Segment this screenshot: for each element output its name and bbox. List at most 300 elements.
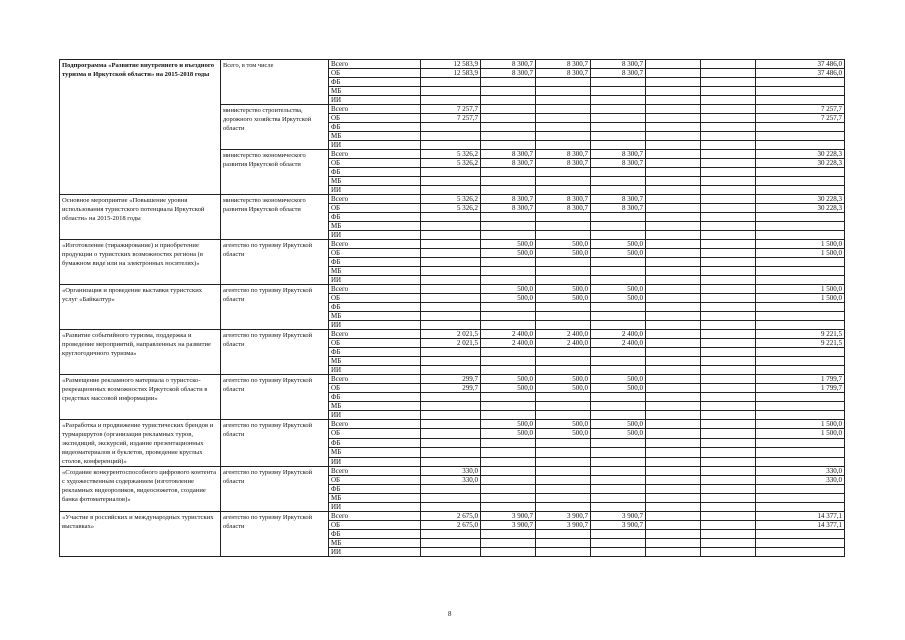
executor-cell: Всего, в том числе — [221, 60, 329, 105]
year-value-cell: 500,0 — [481, 429, 536, 438]
year-value-cell — [701, 420, 756, 429]
year-value-cell — [591, 222, 646, 231]
year-value-cell: 2 400,0 — [481, 330, 536, 339]
year-value-cell — [701, 530, 756, 539]
year-value-cell — [536, 539, 591, 548]
budget-table — [59, 59, 845, 557]
funding-source-cell: ОБ — [329, 294, 421, 303]
year-value-cell — [591, 438, 646, 447]
year-value-cell: 8 300,7 — [536, 204, 591, 213]
year-value-cell — [646, 222, 701, 231]
funding-source-cell: Всего — [329, 420, 421, 429]
year-value-cell — [421, 539, 481, 548]
year-value-cell — [421, 78, 481, 87]
year-value-cell — [591, 503, 646, 512]
year-value-cell: 8 300,7 — [536, 159, 591, 168]
year-value-cell — [591, 321, 646, 330]
year-value-cell — [591, 105, 646, 114]
year-value-cell — [421, 132, 481, 141]
year-value-cell — [701, 105, 756, 114]
total-value-cell — [756, 222, 845, 231]
table-row — [60, 330, 845, 339]
year-value-cell — [421, 222, 481, 231]
year-value-cell — [646, 485, 701, 494]
year-value-cell — [591, 467, 646, 476]
year-value-cell — [591, 539, 646, 548]
total-value-cell: 1 500,0 — [756, 420, 845, 429]
table-row — [60, 285, 845, 294]
year-value-cell — [701, 168, 756, 177]
year-value-cell — [421, 276, 481, 285]
total-value-cell — [756, 177, 845, 186]
total-value-cell: 9 221,5 — [756, 330, 845, 339]
funding-source-cell: ОБ — [329, 384, 421, 393]
year-value-cell — [701, 114, 756, 123]
year-value-cell — [701, 476, 756, 485]
year-value-cell — [421, 321, 481, 330]
year-value-cell — [646, 521, 701, 530]
year-value-cell: 2 675,0 — [421, 512, 481, 521]
year-value-cell — [421, 177, 481, 186]
total-value-cell — [756, 321, 845, 330]
year-value-cell — [701, 366, 756, 375]
year-value-cell — [646, 87, 701, 96]
executor-cell: агентство по туризму Иркутской области — [221, 512, 329, 557]
year-value-cell: 330,0 — [421, 476, 481, 485]
year-value-cell — [591, 96, 646, 105]
year-value-cell — [646, 285, 701, 294]
year-value-cell: 8 300,7 — [591, 195, 646, 204]
funding-source-cell: ИИ — [329, 503, 421, 512]
year-value-cell — [591, 258, 646, 267]
year-value-cell: 3 900,7 — [591, 521, 646, 530]
year-value-cell: 5 326,2 — [421, 159, 481, 168]
year-value-cell — [646, 249, 701, 258]
year-value-cell — [481, 530, 536, 539]
year-value-cell — [646, 548, 701, 557]
year-value-cell — [646, 258, 701, 267]
year-value-cell — [421, 348, 481, 357]
year-value-cell — [646, 330, 701, 339]
year-value-cell — [481, 105, 536, 114]
year-value-cell — [421, 258, 481, 267]
total-value-cell: 30 228,3 — [756, 195, 845, 204]
year-value-cell — [701, 321, 756, 330]
measure-name-cell: «Создание конкурентоспособного цифрового контента с художественным содержанием (изготовление рекламных видеороликов, видеосюжетов, создание банка фотоматериалов)» — [60, 467, 221, 512]
total-value-cell: 37 486,0 — [756, 69, 845, 78]
year-value-cell — [421, 366, 481, 375]
year-value-cell — [536, 357, 591, 366]
year-value-cell — [701, 429, 756, 438]
year-value-cell — [646, 60, 701, 69]
year-value-cell — [646, 123, 701, 132]
year-value-cell — [481, 78, 536, 87]
total-value-cell — [756, 168, 845, 177]
year-value-cell — [481, 96, 536, 105]
year-value-cell — [646, 132, 701, 141]
year-value-cell — [536, 411, 591, 420]
year-value-cell — [591, 476, 646, 485]
year-value-cell — [536, 213, 591, 222]
year-value-cell — [536, 78, 591, 87]
year-value-cell: 500,0 — [591, 285, 646, 294]
total-value-cell — [756, 123, 845, 132]
table-row — [60, 375, 845, 384]
year-value-cell — [646, 69, 701, 78]
year-value-cell — [591, 393, 646, 402]
year-value-cell — [536, 177, 591, 186]
year-value-cell — [646, 411, 701, 420]
year-value-cell: 8 300,7 — [481, 150, 536, 159]
funding-source-cell: ФБ — [329, 78, 421, 87]
year-value-cell — [591, 78, 646, 87]
year-value-cell — [646, 402, 701, 411]
year-value-cell: 500,0 — [591, 240, 646, 249]
total-value-cell: 1 500,0 — [756, 249, 845, 258]
year-value-cell — [536, 168, 591, 177]
year-value-cell — [421, 357, 481, 366]
total-value-cell: 7 257,7 — [756, 114, 845, 123]
year-value-cell — [481, 303, 536, 312]
funding-source-cell: ФБ — [329, 123, 421, 132]
year-value-cell — [701, 303, 756, 312]
page-number: 8 — [448, 610, 452, 618]
year-value-cell — [646, 375, 701, 384]
year-value-cell — [421, 267, 481, 276]
year-value-cell — [421, 213, 481, 222]
funding-source-cell: ФБ — [329, 168, 421, 177]
year-value-cell: 12 583,9 — [421, 69, 481, 78]
year-value-cell — [421, 285, 481, 294]
year-value-cell — [646, 105, 701, 114]
year-value-cell — [701, 512, 756, 521]
year-value-cell: 3 900,7 — [481, 521, 536, 530]
year-value-cell — [591, 177, 646, 186]
year-value-cell — [536, 222, 591, 231]
year-value-cell — [646, 240, 701, 249]
year-value-cell — [701, 69, 756, 78]
year-value-cell — [646, 267, 701, 276]
year-value-cell — [646, 213, 701, 222]
year-value-cell: 500,0 — [481, 294, 536, 303]
year-value-cell — [646, 96, 701, 105]
year-value-cell — [591, 141, 646, 150]
year-value-cell — [421, 123, 481, 132]
total-value-cell — [756, 357, 845, 366]
year-value-cell — [421, 438, 481, 447]
year-value-cell — [536, 114, 591, 123]
year-value-cell — [481, 213, 536, 222]
year-value-cell — [646, 294, 701, 303]
year-value-cell — [701, 177, 756, 186]
year-value-cell: 8 300,7 — [591, 159, 646, 168]
funding-source-cell: ОБ — [329, 339, 421, 348]
year-value-cell — [591, 548, 646, 557]
year-value-cell — [591, 402, 646, 411]
funding-source-cell: Всего — [329, 195, 421, 204]
funding-source-cell: МБ — [329, 494, 421, 503]
year-value-cell — [421, 420, 481, 429]
year-value-cell — [421, 231, 481, 240]
year-value-cell — [646, 141, 701, 150]
year-value-cell — [701, 548, 756, 557]
year-value-cell — [591, 213, 646, 222]
year-value-cell — [536, 123, 591, 132]
funding-source-cell: ИИ — [329, 276, 421, 285]
year-value-cell — [421, 168, 481, 177]
year-value-cell — [536, 105, 591, 114]
total-value-cell — [756, 402, 845, 411]
year-value-cell — [481, 448, 536, 457]
total-value-cell — [756, 258, 845, 267]
year-value-cell — [646, 231, 701, 240]
year-value-cell: 8 300,7 — [591, 204, 646, 213]
year-value-cell — [646, 530, 701, 539]
year-value-cell — [646, 384, 701, 393]
year-value-cell — [646, 366, 701, 375]
year-value-cell: 5 326,2 — [421, 204, 481, 213]
year-value-cell — [646, 168, 701, 177]
year-value-cell — [536, 530, 591, 539]
year-value-cell — [421, 485, 481, 494]
table-row — [60, 420, 845, 429]
year-value-cell — [701, 150, 756, 159]
measure-name-cell: Подпрограмма «Развитие внутреннего и въездного туризма в Иркутской области» на 2015-2018 годы — [60, 60, 221, 195]
total-value-cell: 14 377,1 — [756, 512, 845, 521]
year-value-cell — [646, 195, 701, 204]
total-value-cell — [756, 141, 845, 150]
year-value-cell — [536, 485, 591, 494]
year-value-cell — [646, 467, 701, 476]
year-value-cell — [481, 503, 536, 512]
year-value-cell — [591, 357, 646, 366]
year-value-cell — [701, 195, 756, 204]
year-value-cell — [536, 258, 591, 267]
year-value-cell — [591, 303, 646, 312]
year-value-cell: 500,0 — [591, 249, 646, 258]
year-value-cell — [421, 303, 481, 312]
total-value-cell — [756, 366, 845, 375]
year-value-cell — [591, 411, 646, 420]
year-value-cell: 500,0 — [591, 375, 646, 384]
year-value-cell — [481, 132, 536, 141]
total-value-cell: 1 500,0 — [756, 285, 845, 294]
year-value-cell: 8 300,7 — [536, 150, 591, 159]
year-value-cell — [701, 231, 756, 240]
funding-source-cell: Всего — [329, 467, 421, 476]
year-value-cell — [421, 457, 481, 466]
year-value-cell — [481, 186, 536, 195]
year-value-cell — [646, 503, 701, 512]
year-value-cell — [701, 448, 756, 457]
year-value-cell — [701, 123, 756, 132]
funding-source-cell: МБ — [329, 87, 421, 96]
year-value-cell — [701, 240, 756, 249]
year-value-cell — [701, 521, 756, 530]
year-value-cell — [536, 132, 591, 141]
funding-source-cell: ИИ — [329, 186, 421, 195]
total-value-cell: 1 500,0 — [756, 240, 845, 249]
year-value-cell: 299,7 — [421, 375, 481, 384]
year-value-cell — [701, 78, 756, 87]
year-value-cell: 2 021,5 — [421, 339, 481, 348]
year-value-cell: 500,0 — [536, 285, 591, 294]
total-value-cell: 30 228,3 — [756, 150, 845, 159]
funding-source-cell: ИИ — [329, 321, 421, 330]
year-value-cell — [536, 393, 591, 402]
funding-source-cell: МБ — [329, 448, 421, 457]
year-value-cell — [481, 168, 536, 177]
funding-source-cell: Всего — [329, 240, 421, 249]
funding-source-cell: ОБ — [329, 249, 421, 258]
total-value-cell — [756, 231, 845, 240]
year-value-cell — [536, 366, 591, 375]
table-row — [60, 512, 845, 521]
funding-source-cell: ОБ — [329, 429, 421, 438]
year-value-cell: 2 021,5 — [421, 330, 481, 339]
year-value-cell: 8 300,7 — [591, 69, 646, 78]
year-value-cell — [591, 530, 646, 539]
year-value-cell — [701, 213, 756, 222]
executor-cell: агентство по туризму Иркутской области — [221, 420, 329, 467]
year-value-cell: 8 300,7 — [481, 195, 536, 204]
measure-name-cell: «Участие в российских и международных туристских выставках» — [60, 512, 221, 557]
funding-source-cell: Всего — [329, 150, 421, 159]
year-value-cell: 7 257,7 — [421, 114, 481, 123]
year-value-cell — [646, 539, 701, 548]
funding-source-cell: ИИ — [329, 411, 421, 420]
year-value-cell: 299,7 — [421, 384, 481, 393]
year-value-cell — [591, 312, 646, 321]
funding-source-cell: ОБ — [329, 69, 421, 78]
year-value-cell — [536, 141, 591, 150]
year-value-cell — [701, 457, 756, 466]
year-value-cell — [536, 348, 591, 357]
funding-source-cell: Всего — [329, 512, 421, 521]
year-value-cell — [481, 402, 536, 411]
year-value-cell — [481, 114, 536, 123]
year-value-cell — [646, 312, 701, 321]
year-value-cell: 2 400,0 — [536, 339, 591, 348]
year-value-cell — [481, 485, 536, 494]
year-value-cell: 500,0 — [536, 249, 591, 258]
funding-source-cell: ФБ — [329, 258, 421, 267]
executor-cell: агентство по туризму Иркутской области — [221, 467, 329, 512]
total-value-cell — [756, 485, 845, 494]
year-value-cell — [701, 132, 756, 141]
year-value-cell: 8 300,7 — [536, 195, 591, 204]
year-value-cell — [481, 258, 536, 267]
year-value-cell — [701, 438, 756, 447]
year-value-cell — [591, 457, 646, 466]
year-value-cell — [421, 530, 481, 539]
year-value-cell — [701, 467, 756, 476]
table-row — [60, 467, 845, 476]
year-value-cell: 5 326,2 — [421, 150, 481, 159]
year-value-cell: 2 675,0 — [421, 521, 481, 530]
year-value-cell — [701, 330, 756, 339]
measure-name-cell: Основное мероприятие «Повышение уровня использования туристского потенциала Иркутской области» на 2015-2018 годы — [60, 195, 221, 240]
year-value-cell — [646, 321, 701, 330]
year-value-cell — [421, 294, 481, 303]
year-value-cell — [481, 177, 536, 186]
year-value-cell — [536, 303, 591, 312]
year-value-cell — [481, 276, 536, 285]
total-value-cell — [756, 96, 845, 105]
total-value-cell — [756, 438, 845, 447]
year-value-cell: 330,0 — [421, 467, 481, 476]
year-value-cell — [701, 539, 756, 548]
executor-cell: министерство строительства, дорожного хозяйства Иркутской области — [221, 105, 329, 150]
year-value-cell — [536, 548, 591, 557]
total-value-cell: 7 257,7 — [756, 105, 845, 114]
funding-source-cell: Всего — [329, 285, 421, 294]
total-value-cell — [756, 348, 845, 357]
year-value-cell: 500,0 — [591, 420, 646, 429]
total-value-cell: 30 228,3 — [756, 159, 845, 168]
year-value-cell: 2 400,0 — [481, 339, 536, 348]
year-value-cell: 2 400,0 — [591, 330, 646, 339]
year-value-cell — [481, 467, 536, 476]
total-value-cell: 1 799,7 — [756, 375, 845, 384]
total-value-cell: 1 799,7 — [756, 384, 845, 393]
year-value-cell — [481, 494, 536, 503]
total-value-cell — [756, 267, 845, 276]
year-value-cell: 500,0 — [536, 420, 591, 429]
funding-source-cell: ИИ — [329, 366, 421, 375]
year-value-cell — [646, 448, 701, 457]
budget-table-body — [60, 60, 845, 557]
executor-cell: агентство по туризму Иркутской области — [221, 330, 329, 375]
executor-cell: агентство по туризму Иркутской области — [221, 375, 329, 420]
year-value-cell: 12 583,9 — [421, 60, 481, 69]
year-value-cell — [591, 267, 646, 276]
year-value-cell — [701, 357, 756, 366]
total-value-cell — [756, 312, 845, 321]
year-value-cell — [701, 485, 756, 494]
year-value-cell — [591, 114, 646, 123]
year-value-cell: 500,0 — [591, 294, 646, 303]
year-value-cell: 500,0 — [591, 429, 646, 438]
year-value-cell — [701, 258, 756, 267]
funding-source-cell: ОБ — [329, 521, 421, 530]
funding-source-cell: ИИ — [329, 457, 421, 466]
year-value-cell — [591, 87, 646, 96]
year-value-cell — [421, 312, 481, 321]
year-value-cell — [701, 339, 756, 348]
measure-name-cell: «Разработка и продвижение туристических брендов и турмаршрутов (организация рекламных туров, экспедиций, экскурсий, издание презентационных видеоматериалов и буклетов, проведение круглых столов, конференций)» — [60, 420, 221, 467]
year-value-cell — [701, 96, 756, 105]
funding-source-cell: ФБ — [329, 485, 421, 494]
year-value-cell — [536, 476, 591, 485]
funding-source-cell: Всего — [329, 105, 421, 114]
total-value-cell — [756, 457, 845, 466]
year-value-cell — [481, 312, 536, 321]
total-value-cell: 9 221,5 — [756, 339, 845, 348]
year-value-cell: 8 300,7 — [536, 60, 591, 69]
year-value-cell — [591, 485, 646, 494]
year-value-cell — [536, 457, 591, 466]
year-value-cell — [591, 366, 646, 375]
executor-cell: министерство экономического развития Иркутской области — [221, 150, 329, 195]
year-value-cell — [591, 348, 646, 357]
year-value-cell — [536, 87, 591, 96]
year-value-cell — [481, 267, 536, 276]
total-value-cell — [756, 132, 845, 141]
year-value-cell — [421, 429, 481, 438]
year-value-cell — [481, 548, 536, 557]
total-value-cell — [756, 393, 845, 402]
